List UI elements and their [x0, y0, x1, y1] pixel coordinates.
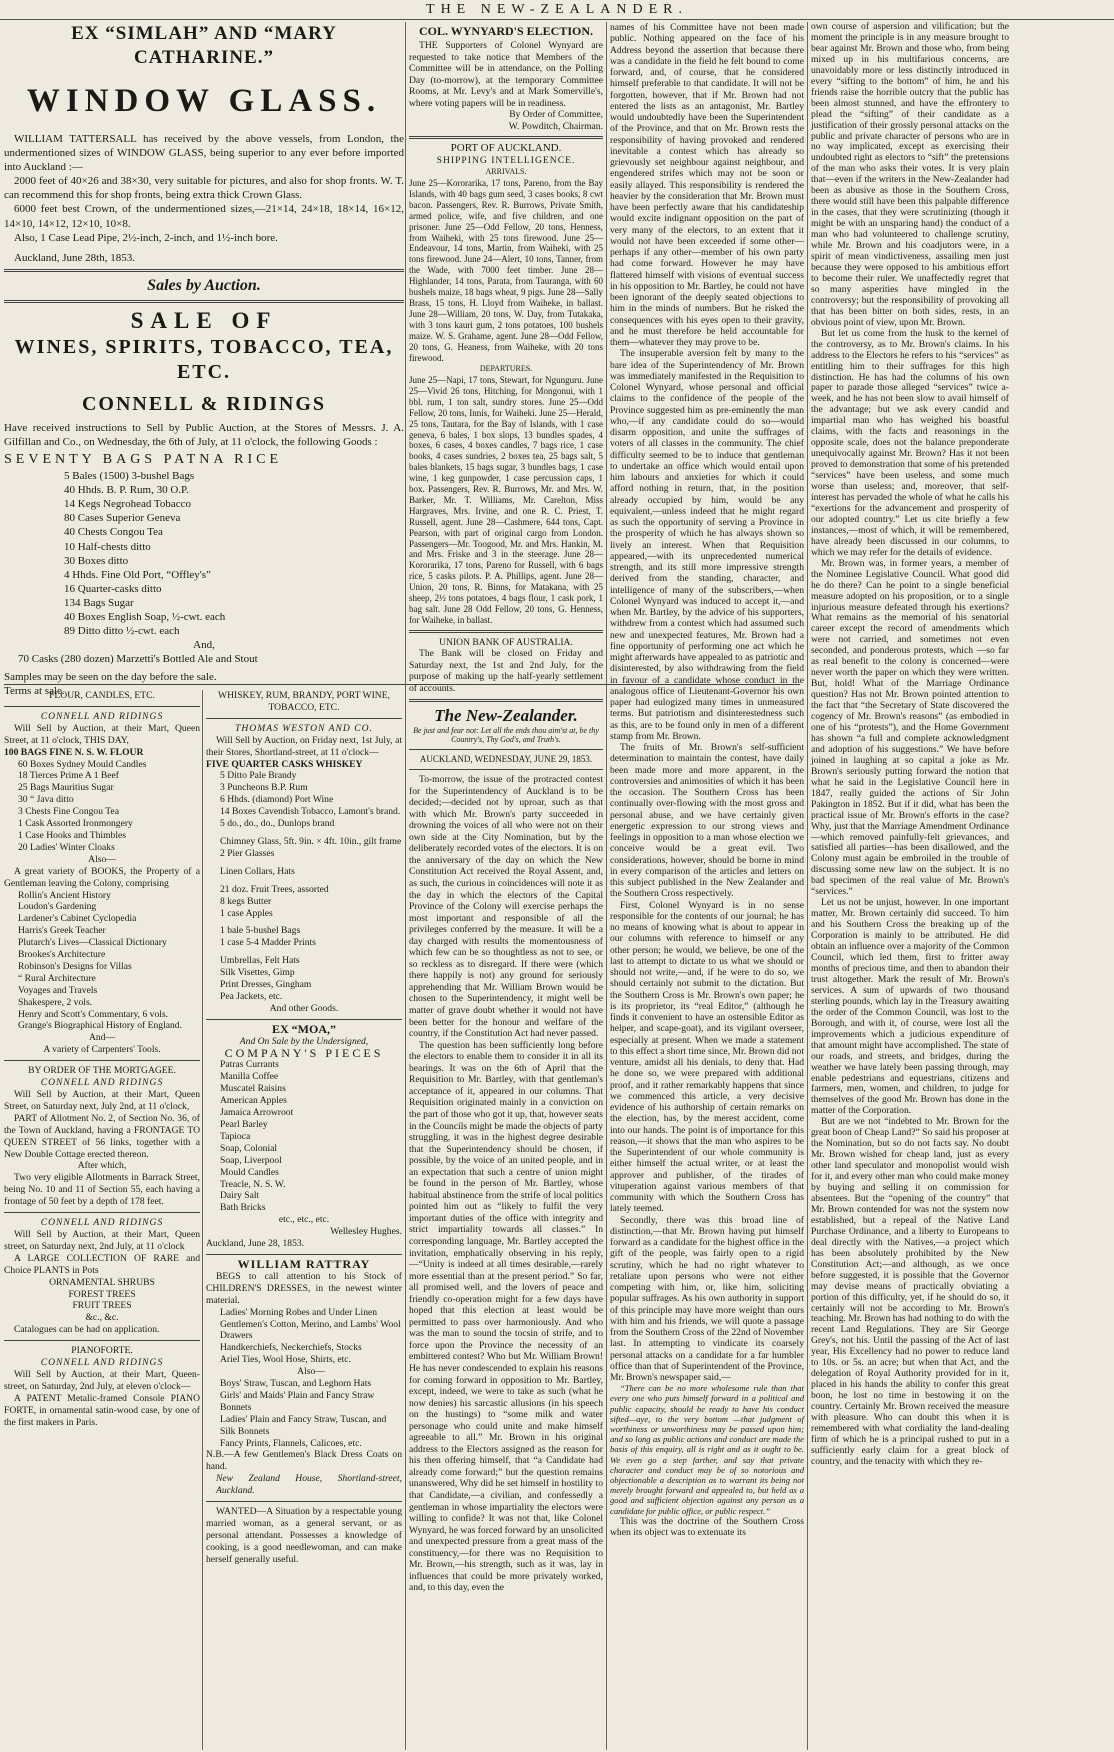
divider [206, 1501, 402, 1502]
divider [409, 749, 603, 750]
shipping-heading: SHIPPING INTELLIGENCE. [436, 154, 576, 166]
column-rule [807, 22, 808, 1750]
moa-item: Soap, Liverpool [220, 1154, 282, 1166]
carpenters-tools: A variety of Carpenters' Tools. [43, 1044, 161, 1056]
masthead: THE NEW-ZEALANDER. [0, 2, 1114, 20]
book-item: Loudon's Gardening [18, 901, 97, 913]
rattray-item: Also— [297, 1366, 325, 1378]
divider [409, 630, 603, 633]
moa-item: Pearl Barley [220, 1119, 268, 1130]
books-list [4, 890, 200, 1033]
whisky-other: And other Goods. [269, 1002, 339, 1014]
sale-item: 134 Bags Sugar [64, 596, 134, 609]
moa-item: Tapioca [220, 1130, 251, 1142]
rattray-item: Fancy Prints, Flannels, Calicoes, etc. [220, 1437, 362, 1449]
divider [4, 1212, 200, 1213]
plants-item: FOREST TREES [68, 1288, 136, 1300]
column-rule [606, 22, 607, 1750]
plants-item: &c., &c. [85, 1312, 119, 1324]
sale-item: And, [193, 639, 215, 652]
election-heading: COL. WYNYARD'S ELECTION. [418, 24, 594, 38]
divider [206, 1019, 402, 1020]
whisky-firm: THOMAS WESTON AND CO. [235, 722, 373, 734]
sale-item: 40 Boxes English Soap, ½-cwt. each [64, 610, 226, 623]
port-heading: PORT OF AUCKLAND. [450, 142, 562, 155]
divider [4, 300, 404, 303]
sale-firm: CONNELL & RIDINGS [81, 392, 327, 415]
dateline: AUCKLAND, WEDNESDAY, JUNE 29, 1853. [419, 753, 593, 764]
sale-item: 40 Chests Congou Tea [64, 526, 163, 539]
sale-item-lead: SEVENTY BAGS PATNA RICE [4, 452, 283, 468]
flour-item: 20 Ladies' Winter Cloaks [18, 841, 115, 853]
sale-item: 40 Hhds. B. P. Rum, 30 O.P. [64, 484, 189, 497]
book-item: “ Rural Architecture [18, 972, 96, 984]
whisky-item: 6 Hhds. (diamond) Port Wine [220, 794, 334, 806]
moa-etc: etc., etc., etc. [278, 1214, 330, 1226]
mortgagee-heading: BY ORDER OF THE MORTGAGEE. [28, 1065, 176, 1077]
book-item: Harris's Greek Teacher [18, 925, 106, 937]
whisky-item: Linen Collars, Hats [220, 865, 295, 877]
plants-item: ORNAMENTAL SHRUBS [49, 1276, 155, 1288]
book-item: Voyages and Travels [18, 984, 98, 996]
column-2 [206, 690, 402, 1750]
moa-item: Treacle, N. S. W. [220, 1178, 286, 1190]
book-item: Henry and Scott's Commentary, 6 vols. [18, 1008, 169, 1020]
window-date: Auckland, June 28th, 1853. [14, 251, 135, 264]
divider [4, 1340, 200, 1341]
piano-lot: A PATENT Metalic-framed Console PIANO FORTE, in ornamental satin-wood case, by one of the first makers in Paris. [4, 1392, 200, 1428]
rattray-item: Handkerchiefs, Neckerchiefs, Stocks [220, 1342, 362, 1354]
whisky-item: 5 do., do., do., Dunlops brand [220, 818, 335, 830]
book-item: Plutarch's Lives—Classical Dictionary [18, 937, 167, 949]
rattray-body: BEGS to call attention to his Stock of CHILDREN'S DRESSES, in the newest winter material. [206, 1270, 402, 1306]
editorial-c5-p2: But let us come from the husk to the kernel of the controversy, as to Mr. Brown's claims. In his address to the Electors he refers to his “services” as entitling him to their suffrages for this high distinction. He has had the columns of his own paper to parade those alleged “services” twice a-week, and he has not been slow to avail himself of the advantage; but we ask every candid and impartial man who has weighed his boastful claims, with the facts and reasonings in the opposite scale, does not the balance preponderate unequivocally against Mr. Brown? Has it not been proved to demonstration that some of his pretended “services” have been useless, and some much worse than useless; and, moreover, that self-interest has pervaded the whole of what he calls his “exertions for the advancement and prosperity of our adopted country.” Let us cite briefly a few instances,—most of which, it will be remembered, have already been discussed in our columns, to which we may refer for the details of evidence. [811, 327, 1009, 558]
whisky-item: 1 bale 5-bushel Bags [220, 925, 301, 937]
book-item: Robinson's Designs for Villas [18, 960, 132, 972]
sale-item: 14 Kegs Negrohead Tobacco [64, 498, 192, 511]
window-line-2: 6000 feet best Crown, of the undermentioned sizes,—21×14, 24×18, 18×14, 16×12, 14×10, 14×12, 12×10, 10×8. [4, 203, 404, 230]
plants-body: Will Sell by Auction, at their Mart, Queen street, on Saturday next, 2nd July, at 11 o'clock [4, 1228, 200, 1252]
whisky-item: 14 Boxes Cavendish Tobacco, Lamont's brand. [220, 806, 401, 818]
editorial-c4-p2: The insuperable aversion felt by many to the bare idea of the Superintendency of Mr. Brown was immediately manifested in the Requisition to Colonel Wynyard, whose personal and official claims to the confidence of the people of the Province suggested him as pre-eminently the man who,—if any candidate could do so—would disarm opposition, and unite the suffrages of voters of all classes in the community. The chief difficulty seemed to be to induce that gentleman to undertake an office which would entail upon him labours and anxieties for which it could afford nothing in return, that, in the position already occupied by him, would be any equivalent,—unless indeed that he might regard as such the opportunity of serving a Province in the prosperity of which he has always shown so lively an interest. When that Requisition appeared,—with its unprecedented numerical strength, and its still more impressive strength derived from the standing, character, and intelligence of many of the subscribers,—when Colonel Wynyard was induced to accept it,—and when Mr. Bartley, by the advice of his supporters, withdrew from a contest which had assumed such new and unexpected features, Mr. Brown had a fine opportunity of performing one act which he might afterwards have appealed to as patriotic and disinterested, by also withdrawing from the field in favour of a candidate whose conduct in the analogous office of Lieutenant-Governor his own paper had eulogized many times in unmeasured terms. But patriotism and disinterestedness such as this, are to be found only in men of a different stamp from Mr. Brown. [610, 348, 804, 742]
rattray-nb: N.B.—A few Gentlemen's Black Dress Coats on hand. [206, 1449, 402, 1473]
rattray-item: Ariel Ties, Wool Hose, Shirts, etc. [220, 1354, 351, 1366]
moa-item: Mould Candles [220, 1166, 279, 1178]
books-body: A great variety of BOOKS, the Property of a Gentleman leaving the Colony, comprising [4, 865, 200, 889]
book-item: Grange's Biographical History of England. [18, 1020, 182, 1032]
flour-item: 60 Boxes Sydney Mould Candles [18, 758, 147, 770]
moa-item: Manilla Coffee [220, 1071, 279, 1083]
sale-item: 80 Cases Superior Geneva [64, 512, 181, 525]
whisky-item: 1 case Apples [220, 907, 273, 919]
paper-title: The New-Zealander. [434, 705, 578, 725]
rattray-items [206, 1307, 402, 1450]
flour-item: 30 “ Java ditto [18, 794, 74, 806]
sale-terms: Terms at sale. [4, 685, 65, 698]
sale-item: 70 Casks (280 dozen) Marzetti's Bottled Ale and Stout [18, 653, 258, 666]
editorial-quote: “There can be no more wholesome rule than that every one who puts himself forward in a political and public capacity, should be ready to have his conduct sifted—aye, to the very bottom —that judgment of worthiness or unworthiness may be passed upon him; and so long as public actions and conduct are made the basis of this enquiry, all is right and as it ought to be. We even go a step farther, and say that private character and conduct may be of so notorious and objectionable a description as to warrant its being not merely brought forward and appealed to, but held as a good and sufficient objection against any person as a candidate for public office, or public respect.” [610, 1383, 804, 1516]
divider [206, 718, 402, 719]
moa-items [206, 1059, 402, 1214]
window-line-1: 2000 feet of 40×26 and 38×30, very suitable for pictures, and also for shop fronts. W. T. can recommend this for shop fronts, being extra thick Crown Glass. [4, 175, 404, 202]
sale-item: 5 Bales (1500) 3-bushel Bags [64, 470, 195, 483]
flour-item: 18 Tierces Prime A 1 Beef [18, 770, 119, 782]
flour-body: Will Sell by Auction, at their Mart, Queen Street, at 11 o'clock, THIS DAY, [4, 722, 200, 746]
piano-body: Will Sell by Auction, at their Mart, Queen-street, on Saturday, 2nd July, at eleven o'clock— [4, 1368, 200, 1392]
moa-item: Jamaica Arrowroot [220, 1107, 294, 1119]
divider [409, 769, 603, 770]
mortgagee-body: Will Sell by Auction, at their Mart, Queen Street, on Saturday next, July 2nd, at 11 o'clock, [4, 1089, 200, 1112]
editorial-p1: To-morrow, the issue of the protracted contest for the Superintendency of Auckland is to be decided;—decided not by uproar, such as that with which Mr. Brown's party succeeded in drowning the voices of all who were not on their own side at the City Nomination, but by the deliberately recorded votes of the electors. It is on the anniversary of the day on which the New Constitution Act received the Royal Assent, and, as such, the curious in coincidences will note it as the day in which the electors of the Capital Province of the Colony will exercise perhaps the most important and responsible of all the privileges conferred by the measure. It will be a day charged with results the momentousness of which few can be so thoughtless as not to see, or so reckless as to disregard. If there were (which there happily is not) any ground for seriously apprehending that Mr. William Brown would be chosen to the Superintendency, it might well be matter of grave doubt whether it would not have been better for the honour and welfare of the country, if the Constitution Act had never passed. [409, 774, 603, 1040]
sale-items [4, 451, 404, 666]
arrivals-heading: ARRIVALS. [485, 167, 527, 177]
whisky-body: Will Sell by Auction, on Friday next, 1st July, at their Stores, Shortland-street, at 11 o'clock— [206, 734, 402, 758]
moa-heading: EX “MOA,” [272, 1021, 336, 1036]
whisky-item: 8 kegs Butter [220, 895, 272, 907]
moa-item: Bath Bricks [220, 1202, 266, 1214]
whisky-item: 21 doz. Fruit Trees, assorted [220, 883, 329, 895]
moa-item: American Apples [220, 1095, 287, 1107]
ship-heading: EX “SIMLAH” AND “MARY CATHARINE.” [71, 23, 337, 68]
mortgagee-firm: CONNELL AND RIDINGS [40, 1077, 164, 1089]
divider [4, 1060, 200, 1061]
editorial-c5-p4: Let us not be unjust, however. In one important matter, Mr. Brown certainly did succeed. To him and his Southern Cross the breaking up of the Corporation is mainly to be attributed. He did obtain an influence over a majority of the Common Council, which led them, first to fritter away months of precious time, and then to abandon their trust altogether. Mark the result of Mr. Brown's services. A sum of upwards of two thousand sterling pounds, which lay in the Treasury awaiting the order of the Common Council, was lost to the Borough, and with it, of course, were lost all the improvements which a judicious expenditure of that amount might have accomplished. The state of our roads, and streets, and bridges, during the weather we have lately been passing through, may enable pedestrians and equestrians, citizens and farmers, men, women, and children, to judge for themselves of the good Mr. Brown has done in the matter of the Corporation. [811, 897, 1009, 1117]
mortgagee-two: Two very eligible Allotments in Barrack Street, being No. 10 and 11 of Section 55, each having a frontage of 50 feet by a depth of 178 feet. [4, 1172, 200, 1208]
bank-body: The Bank will be closed on Friday and Saturday next, the 1st and 2nd July, for the purpose of making up the half-yearly settlement of accounts. [409, 648, 603, 694]
flour-also: Also— [88, 853, 116, 865]
plants-items [4, 1277, 200, 1325]
mortgagee-lot: PART of Allotment No. 2, of Section No. 36, of the Town of Auckland, having a FRONTAGE TO QUEEN STREET of 56 links, together with a New Double Cottage erected thereon. [4, 1112, 200, 1160]
column-rule [405, 22, 406, 1750]
whisky-heading: WHISKEY, RUM, BRANDY, PORT WINE, TOBACCO, ETC. [218, 690, 390, 713]
whisky-item: Print Dresses, Gingham [220, 979, 312, 991]
flour-item-lead: 100 BAGS FINE N. S. W. FLOUR [4, 746, 144, 758]
whisky-items [206, 759, 402, 1003]
rattray-address: New Zealand House, Shortland-street, Auckland. [216, 1473, 402, 1497]
whisky-item: 5 Ditto Pale Brandy [220, 770, 297, 782]
rattray-item: Boys' Straw, Tuscan, and Leghorn Hats [220, 1378, 372, 1390]
plants-item: FRUIT TREES [72, 1300, 132, 1312]
rattray-item: Gentlemen's Cotton, Merino, and Lambs' Wool Drawers [220, 1318, 401, 1342]
sale-title-2: WINES, SPIRITS, TOBACCO, TEA, ETC. [14, 335, 394, 383]
sale-item: 4 Hhds. Fine Old Port, “Offley's” [64, 568, 211, 581]
editorial-c5-p3: Mr. Brown was, in former years, a member of the Nominee Legislative Council. What good did he do there? Can he point to a single beneficial measure adopted on his proposition, or to a single injurious measure defeated through his exertions? What remains as the memorial of his senatorial career except the record of amendments which were not carried, and sometimes not even seconded, and ponderous protests, which —so far as real benefit to the colony is concerned—were never worth the paper on which they were written. But, hold! What of the Marriage Ordinance question? Has not Mr. Brown pointed attention to the fact that “the Secretary of State discovered the cogency of Mr. Brown's reasons” (as embodied in one of his “protests”), and the Home Government has shown “a full and complete acknowledgment and adoption of his suggestions.” We have before joined in laughing at so capital a joke as Mr. Brown's seriously putting forward the notion that what he said in the Legislative Council here in 1847, really guided the actions of Sir John Pakington in 1852. But if it did, what has been the practical issue of Mr. Brown's efforts in the case? Why, just that the Marriage Amendment Ordinance—which removed painfully-felt grievances, and satisfied all parties—has been disallowed, and the Colony must again be embroiled in the trouble of discussing some new law on the subject. It is no bad specimen of the real value of Mr. Brown's “services.” [811, 557, 1009, 898]
flour-items [4, 747, 200, 854]
book-item: Lardener's Cabinet Cyclopedia [18, 913, 137, 925]
whisky-item: 2 Pier Glasses [220, 847, 275, 859]
editorial-c4-p1: names of his Committee have not been made public. Nothing appeared on the face of his Address beyond the assertion that because there was a candidate in the field he felt bound to come forward, and, of course, that he considered himself preferable to that candidate. It will not be forgotten, however, that if Mr. Brown had not entered the lists as an antagonist, Mr. Bartley would undoubtedly have been the Superintendent of the Province, and that on Mr. Brown rests the responsibility of having provoked and rendered inevitable a contest which has already so grievously set neighbour against neighbour, and engendered strifes which may not be soon or easily allayed. This responsibility is rendered the heavier by the consideration that Mr. Brown must have been perfectly aware that his candidateship would excite indignant opposition on the part of very many of the electors, to an extent that it would not have been exceeded if some other—perhaps if any other—member of his own party had come forward. However he may have flattered himself with visions of eventual success in his opposition to Mr. Bartley, he could not have been ignorant of the deeply seated objections to him in the minds of numbers. But he risked the consequences with his eyes open to their gravity, and he must therefore be held accountable for them—whatever they may prove to be. [610, 22, 804, 348]
book-item: Shakespere, 2 vols. [18, 996, 93, 1008]
sale-item: 16 Quarter-casks ditto [64, 582, 162, 595]
moa-sub: And On Sale by the Undersigned, [239, 1035, 369, 1047]
flour-item: 3 Chests Fine Congou Tea [18, 806, 119, 818]
wanted-ad: WANTED—A Situation by a respectable young married woman, as a general servant, or as personal attendant. Possesses a knowledge of cooking, is a good needlewoman, and can make herself generally useful. [206, 1506, 402, 1565]
window-glass-title: WINDOW GLASS. [26, 83, 382, 119]
editorial-p2: The question has been sufficiently long before the electors to enable them to consider it in all its bearings. It was on the 6th of April that the Requisition to Mr. Bartley, with that gentleman's acceptance of it, appeared in our columns. That Requisition originated mainly in a conviction on the part of those who got it up, that, however seats in the Councils might be made the objects of party struggling, it was in the highest degree desirable that the Superintendency should be chosen, if possible, by the voice of an united people, and in an expectation that such a centre of union might be found in the person of Mr. Bartley, whose habitual abstinence from the strife of local politics pointed him out as “likely to fulfil the very important duties of the office with integrity and strict impartiality towards all classes.” In corresponding language, Mr. Bartley accepted the invitation, emphatically observing in his reply,—“Unity is indeed at all times desirable,—rarely more essential than at the present period.” So far, all promised well, and the lovers of peace and friendly co-operation might for a few days have hoped that this election at least would be permitted to pass over harmoniously. And who was the man to sound the tocsin of strife, and to force upon the Province the necessity of an embittered contest? Who but Mr. William Brown! He has never condescended to explain his reasons for coming forward in opposition to Mr. Bartley, except, indeed, we were to take as such (what he now denies) his sarcastic allusions (in his speech on the hustings) to “some milk and water personage who could unite and make himself agreeable to all.” Mr. Brown in his original address to the Electors assigned as the reason for his then offering himself, that “a Candidate had already come forward;” but the question remains unanswered, Why did he set himself in hostility to that Candidate,—a civilian, and confessedly a gentleman in whose impartiality the electors were willing to confide? It was not that, like Colonel Wynyard, he was forced forward by an unsolicited and unexpected pressure from a great mass of the constituency,—for there was no Requisition to Mr. Brown,—his strength, such as it was, lay in influences that could be more privately worked, and, to this day, even the [409, 1039, 603, 1594]
editorial-c4-p4: First, Colonel Wynyard is in no sense responsible for the contents of our journal; he has no means of knowing what is about to appear in our columns with reference to himself or any other person; he would, we believe, be one of the last to attempt to dictate to us what we should or should not write,—and, if he were to do so, we should certainly not submit to the dictation. But the Southern Cross is Mr. Brown's own paper; he is its proprietor, its “real Editor,” (although he finds it convenient to have an ostensible Editor as helper, and scape-goat), and its vigilant overseer, especially at present. When we made a statement to this effect a short time since, Mr. Brown did not venture, amidst all his denials, to deny that. Had he done so, we were prepared with additional proof, and it rather remarkably happens that since we commenced this article, a very decisive evidence of his authorship of certain remarks on the election, has, by the merest accident, come into our hands. The point is of importance for this reason,—it shows that the man who aspires to be the Superintendent of our whole community is either himself the actual writer, or at least the approver and publisher, of the tirades of vituperation against various members of that community with which the Southern Cross has lately teemed. [610, 899, 804, 1215]
moa-signature: Wellesley Hughes. [330, 1226, 402, 1238]
rattray-item: Ladies' Morning Robes and Under Linen [220, 1306, 378, 1318]
sale-title-1: SALE OF [130, 307, 278, 333]
flour-item: 1 Case Hooks and Thimbles [18, 829, 127, 841]
column-5 [811, 22, 1009, 1750]
sales-heading: Sales by Auction. [147, 276, 261, 294]
piano-firm: CONNELL AND RIDINGS [40, 1357, 164, 1369]
bank-heading: UNION BANK OF AUSTRALIA. [439, 636, 573, 648]
sale-item: 10 Half-chests ditto [64, 540, 151, 553]
moa-date: Auckland, June 28, 1853. [206, 1238, 305, 1250]
plants-firm: CONNELL AND RIDINGS [40, 1217, 164, 1229]
divider [206, 1254, 402, 1255]
divider [409, 136, 603, 139]
flour-firm: CONNELL AND RIDINGS [40, 710, 164, 722]
motto: Be just and fear not: Let all the ends thou aim'st at, be thy Country's, Thy God's, and Truth's. [413, 725, 599, 745]
editorial-c4-p3: The fruits of Mr. Brown's self-sufficient determination to maintain the contest, have daily been made more and more apparent, in the controversies and animosities of which it has been the occasion. The Southern Cross has been continually over-flowing with the most gross and personal abuse, and we have certainly given energetic expression to our strong views and feelings in opposition to a man whose election we conceive would be a great evil. Two considerations, however, should be borne in mind in every comparison of the articles and letters on this subject published in the New Zealander and the Southern Cross respectively. [610, 742, 804, 900]
mortgagee-after: After which, [77, 1160, 127, 1172]
whisky-item: 1 case 5-4 Madder Prints [220, 937, 316, 949]
rattray-heading: WILLIAM RATTRAY [237, 1256, 371, 1271]
rattray-item: Ladies' Plain and Fancy Straw, Tuscan, and Silk Bonnets [220, 1413, 387, 1437]
departures-text: June 25—Napi, 17 tons, Stewart, for Ngunguru. June 25—Vivid 26 tons, Hitching, for Mongonui, with 1 bbl. rum, 1 ton salt, sundry stores. June 25—Odd Fellow, 20 tons, Innis, for Waiheki. June 25—Herald, 25 tons, Tautara, for the Bay of Islands, with 1 case geneva, 6 bales, 1 box slops, 13 bundles spades, 4 boxes, 6 cases, 4 boxes candles, 7 bags rice, 1 case books, 4 cases sundries, 2 boxes tea, 25 bags salt, 5 bales blankets, 15 bags sugar, 3 bundles bags, 1 case wine, 1 keg gunpowder, 1 case percussion caps, 1 box. Passengers, Rev. R. Burrows, Mr. and Mrs. W. Barker, Mr. T. Williams, Mr. Carelton, Miss Hargraves, Mrs. Irvine, and one R. C. Priest, T. Russell, agent. June 28—Cashmere, 644 tons, Capt. Pearson, with part of original cargo from London. Passengers—Mr. Toogood, Mr. and Mrs. Hankin, M. and Mrs. Friske and 3 in the steerage. June 28—Kororarika, 17 tons, Pareno for Russell, with 6 bags rice, 5 casks pilots. P. A. Phillips, agent. June 28—Union, 20 tons, R. Binns, for Matakana, with 25 sheep, 2½ tons potatoes, 4 bags flour, 1 cask pork, 1 bag salt. June 28 Odd Fellow, 20 tons, G. Henness, for Waiheke, in ballast. [409, 374, 603, 625]
divider [4, 706, 200, 707]
whisky-item-lead: FIVE QUARTER CASKS WHISKEY [206, 758, 363, 770]
sale-item: 30 Boxes ditto [64, 554, 129, 567]
sale-item: 89 Ditto ditto ½-cwt. each [64, 625, 180, 638]
book-item: Rollin's Ancient History [18, 889, 111, 901]
column-3 [409, 22, 603, 1750]
whisky-item: Pea Jackets, etc. [220, 990, 283, 1002]
moa-item: Patras Currants [220, 1059, 279, 1071]
plants-lot: A LARGE COLLECTION OF RARE and Choice PLANTS in Pots [4, 1252, 200, 1276]
editorial-c5-p5: But are we not “indebted to Mr. Brown for the great boon of Cheap Land?” So said his proposer at the Nomination, but so do not facts say. No doubt Mr. Brown wished for cheap land, just as every other land speculator and monopolist would wish for it, and every other man who could make money by buying and selling it on commission for absentees. But the “opening of the country” that Mr. Brown contended for was not the system now established, but a repeal of the Native Land Purchase Ordinance, and a liberty to Europeans to deal directly with the Natives,—a project which has been absolutely prohibited by the New Constitution Act;—and although, as we once before suggested, it is possible that the Governor may devise means of practically obviating a portion of this difficulty, yet, if he should do so, it certainly will not be according to Mr. Brown's teaching. Mr. Brown has had nothing to do with the recent Land Regulations. They are Sir George Grey's, not his. Until the passing of the Act of last year, His Excellency had no power to reduce land to 10s. or 5s. an acre; but when that Act, and the delegation of Royal Authority provided for in it, placed in his hands the ability to confer this great boon, he lost no time in bestowing it on the country. Certainly Mr. Brown received the measure with pleasure. Who can doubt this when it is remembered with what cordiality the land-dealing firm of which he is a principal rushed to put in a sufficiently early claim for a great block of country, and the tenacity with which they re- [811, 1116, 1009, 1467]
books-and: And— [88, 1032, 116, 1044]
moa-item: Soap, Colonial [220, 1142, 278, 1154]
sale-body: Have received instructions to Sell by Public Auction, at the Stores of Messrs. J. A. Gilfillan and Co., on Wednesday, the 6th of July, at 11 o'clock, the following Goods : [4, 421, 404, 448]
whisky-item: 3 Puncheons B.P. Rum [220, 782, 308, 794]
moa-item: Dairy Salt [220, 1190, 260, 1202]
editorial-c5-p1: own course of aspersion and vilification; but the moment the principle is in any measure brought to bear against Mr. Brown and those who, from being mixed up in his multifarious concerns, are unavoidably more or less distinctly introduced in every “sifting to the bottom” of him, he and his friends raise the horrible outcry that the public has been almost stunned, and have the effrontery to plead the “sifting” of their candidate as a justification of their grossly personal attacks on the public and private character of persons who are in no way implicated, except as exercising their undoubted right as electors to “sift” the pretensions of the man who asks their votes. It is very plain that—even if the writers in the New-Zealander had been as abusive as those in the Southern Cross, there would still have been this palpable difference in the cases, that they were scrutinizing (though it might be with an unsparing hand) the conduct of a man who had volunteered to challenge scrutiny, while Mr. Brown and his coadjutors were, in a spirit of mean vindictiveness, assailing men just because they were opposed to his ambitious effort to become their ruler. We unaffectedly regret that so many asperities have mingled in the controversy; but the responsibility of provoking all that has been bitter on both sides, rests, in an obvious point of view, upon Mr. Brown. [811, 21, 1009, 328]
book-item: Brookes's Architecture [18, 949, 106, 961]
piano-heading: PIANOFORTE. [71, 1345, 133, 1357]
moa-title: COMPANY'S PIECES [224, 1045, 384, 1060]
window-line-3: Also, 1 Case Lead Pipe, 2½-inch, 2-inch, and 1½-inch bore. [14, 231, 278, 244]
divider [4, 269, 404, 272]
rattray-item: Girls' and Maids' Plain and Fancy Straw Bonnets [220, 1389, 375, 1413]
flour-heading: FLOUR, CANDLES, ETC. [49, 690, 155, 701]
whisky-item: Umbrellas, Felt Hats [220, 955, 300, 967]
divider [409, 699, 603, 702]
column-rule [202, 690, 203, 1750]
editorial-c4-tail: This was the doctrine of the Southern Cross when its object was to extenuate its [610, 1515, 804, 1539]
election-signature: W. Powditch, Chairman. [508, 120, 603, 132]
arrivals-text: June 25—Kororarika, 17 tons, Pareno, from the Bay Islands, with 40 bags gum seed, 3 cases books, 8 cwt bacon. Passengers, Rev. R. Burrows, Private Smith, armed police, wife, and five children, and one prisoner. June 25—Odd Fellow, 20 tons, Henness, from Waiheki, with 25 tons firewood. June 25—Endeavour, 14 tons, Martin, from Waiheki, with 25 tons firewood. June 24—Alert, 10 tons, Tanner, from the Wade, with 7000 feet timber. June 28—Highlander, 14 tons, Parata, from Tauranga, with 60 bushels maize, 18 bags wheat, 9 pigs. June 28—Sally Brass, 15 tons, H. Lloyd from Waiheke, in ballast. June 28—William, 20 tons, W. Day, from Tutakaka, with 3 tons kauri gum, 2 tons potatoes, 100 bushels maize. W. S. Grahame, agent. June 28—Odd Fellow, 20 tons, G. Heaness, from Waiheke, with 20 tons firewood. [409, 178, 603, 363]
moa-item: Muscatel Raisins [220, 1083, 286, 1095]
whisky-item: Chimney Glass, 5ft. 9in. × 4ft. 10in., gilt frame [220, 835, 402, 847]
whisky-item: Silk Visettes, Gimp [220, 967, 295, 979]
election-order: By Order of Committee, [509, 109, 603, 121]
flour-item: 1 Cask Assorted Ironmongery [18, 818, 133, 830]
election-body: THE Supporters of Colonel Wynyard are requested to take notice that Members of the Committee will be in attendance, on the Polling Day (to-morrow), at the temporary Committee Rooms, at Mr. Levy's and at Mark Somerville's, where voting papers will be in readiness. [409, 40, 603, 109]
flour-item: 25 Bags Mauritius Sugar [18, 782, 114, 794]
plants-catalogue: Catalogues can be had on application. [14, 1324, 160, 1336]
editorial-c4-p5: Secondly, there was this broad line of distinction,—that Mr. Brown having put himself forward as a candidate for the highest office in the gift of the people, was fairly open to a rigid scrutiny, which he had no right whatever to retaliate upon persons who were not either competing with him, or, like him, soliciting popular suffrages. As his own authority in support of this principle may have more weight than ours with him and his friends, we will quote a passage from the Southern Cross of the 22nd of November last. In attempting to vindicate its coarsely personal attacks on a candidate for a far humbler office than that of Superintendent of the Province, Mr. Brown's newspaper said,— [610, 1214, 804, 1383]
window-body: WILLIAM TATTERSALL has received by the above vessels, from London, the undermentioned sizes of WINDOW GLASS, being superior to any ever before imported into Auckland :— [4, 133, 404, 174]
column-4 [610, 22, 804, 1750]
sale-samples: Samples may be seen on the day before the sale. [4, 671, 217, 684]
departures-heading: DEPARTURES. [479, 364, 533, 374]
column-1a [4, 690, 200, 1750]
